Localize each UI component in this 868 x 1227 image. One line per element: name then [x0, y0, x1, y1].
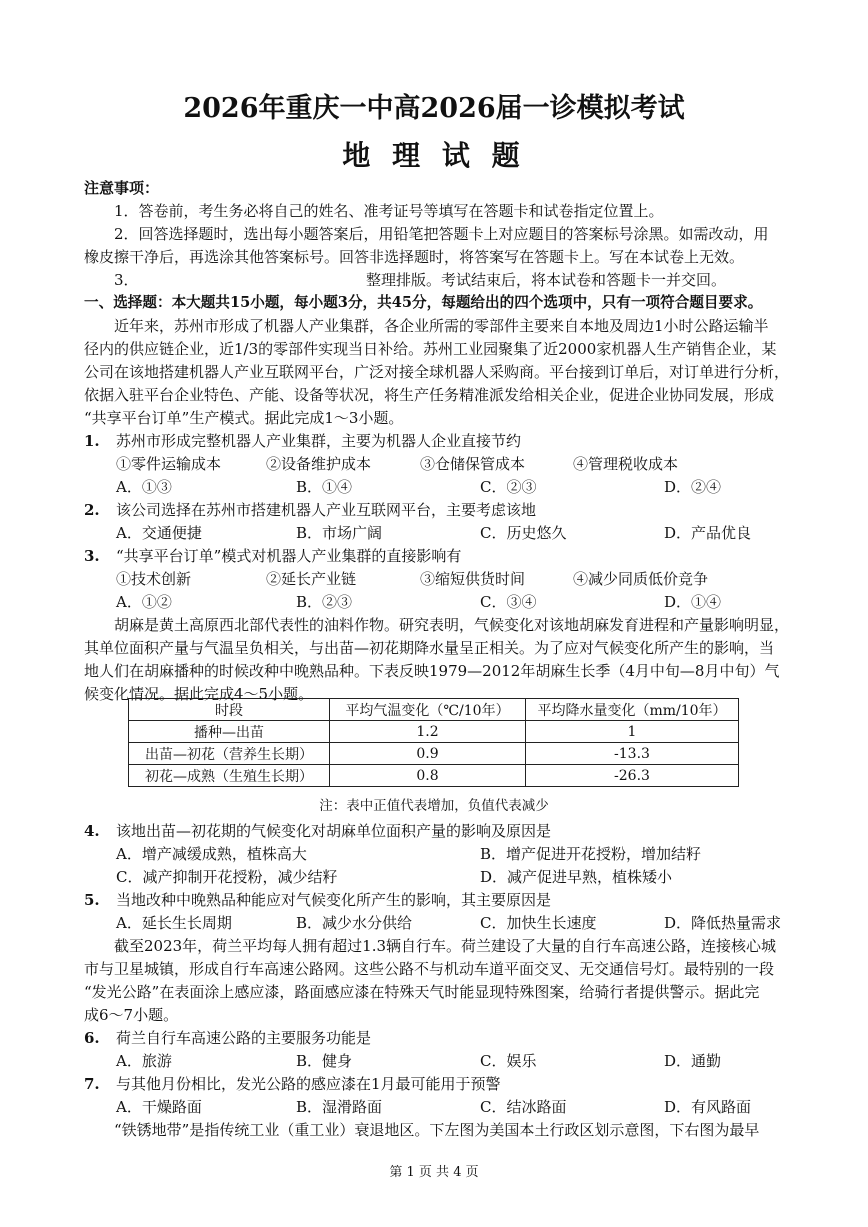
q6-option-a: A．旅游 — [116, 1052, 172, 1070]
q6-number: 6. — [84, 1029, 100, 1047]
q4-number: 4. — [84, 822, 100, 840]
passage1-line: “共享平台订单”生产模式。据此完成1～3小题。 — [84, 409, 404, 427]
q1-item: ①零件运输成本 — [116, 455, 222, 473]
passage2-line: 地人们在胡麻播种的时候改种中晚熟品种。下表反映1979—2012年胡麻生长季（4月中旬—8月中旬）气 — [84, 662, 780, 680]
climate-table — [128, 698, 739, 787]
table-header: 平均气温变化（℃/10年） — [330, 699, 526, 721]
q4-option-b: B．增产促进开花授粉，增加结籽 — [480, 845, 702, 863]
table-header: 时段 — [129, 699, 330, 721]
table-cell: 出苗—初花（营养生长期） — [129, 743, 330, 765]
table-cell: 0.8 — [330, 765, 526, 787]
q2-number: 2. — [84, 501, 100, 519]
q5-stem: 当地改种中晚熟品种能应对气候变化所产生的影响，其主要原因是 — [116, 891, 552, 909]
table-row — [129, 743, 739, 765]
q5-option-b: B．减少水分供给 — [296, 914, 413, 932]
passage3-line: 市与卫星城镇，形成自行车高速公路网。这些公路不与机动车道平面交叉、无交通信号灯。最特别的一段 — [84, 960, 775, 978]
q2-option-a: A．交通便捷 — [116, 524, 202, 542]
notice-item-2-cont: 橡皮擦干净后，再选涂其他答案标号。回答非选择题时，将答案写在答题卡上。写在本试卷上无效。 — [84, 248, 745, 266]
notice-item-1: 1．答卷前，考生务必将自己的姓名、准考证号等填写在答题卡和试卷指定位置上。 — [114, 202, 664, 220]
q4-option-d: D．减产促进早熟，植株矮小 — [480, 868, 673, 886]
q1-stem: 苏州市形成完整机器人产业集群，主要为机器人企业直接节约 — [116, 432, 522, 450]
exam-subtitle: 地 理 试 题 — [342, 139, 526, 172]
q6-option-b: B．健身 — [296, 1052, 353, 1070]
q3-option-b: B．②③ — [296, 593, 353, 611]
q3-item: ②延长产业链 — [266, 570, 357, 588]
section-heading: 一、选择题：本大题共15小题，每小题3分，共45分，每题给出的四个选项中，只有一项符合题目要求。 — [84, 294, 763, 311]
q4-stem: 该地出苗—初花期的气候变化对胡麻单位面积产量的影响及原因是 — [116, 822, 552, 840]
table-cell: 0.9 — [330, 743, 526, 765]
passage1-line: 近年来，苏州市形成了机器人产业集群，各企业所需的零部件主要来自本地及周边1小时公路运输半 — [114, 317, 769, 335]
q6-option-c: C．娱乐 — [480, 1052, 537, 1070]
q3-item: ③缩短供货时间 — [420, 570, 526, 588]
q1-option-d: D．②④ — [664, 478, 722, 496]
q5-option-a: A．延长生长周期 — [116, 914, 232, 932]
q5-number: 5. — [84, 891, 100, 909]
table-cell: -13.3 — [526, 743, 739, 765]
q1-option-c: C．②③ — [480, 478, 537, 496]
q3-option-c: C．③④ — [480, 593, 537, 611]
passage1-line: 径内的供应链企业，近1/3的零部件实现当日补给。苏州工业园聚集了近2000家机器人生产销售企业，某 — [84, 340, 777, 358]
q6-stem: 荷兰自行车高速公路的主要服务功能是 — [116, 1029, 372, 1047]
table-note: 注：表中正值代表增加，负值代表减少 — [319, 798, 549, 814]
q1-option-b: B．①④ — [296, 478, 353, 496]
q5-option-d: D．降低热量需求 — [664, 914, 782, 932]
q7-number: 7. — [84, 1075, 100, 1093]
table-cell: 1.2 — [330, 721, 526, 743]
q7-option-a: A．干燥路面 — [116, 1098, 202, 1116]
q1-option-a: A．①③ — [116, 478, 172, 496]
passage3-line: 成6～7小题。 — [84, 1006, 179, 1024]
passage1-line: 公司在该地搭建机器人产业互联网平台，广泛对接全球机器人采购商。平台接到订单后，对订单进行分析， — [84, 363, 790, 381]
exam-title: 2026年重庆一中高2026届一诊模拟考试 — [183, 93, 685, 124]
notice-item-2: 2．回答选择题时，选出每小题答案后，用铅笔把答题卡上对应题目的答案标号涂黑。如需改动，用 — [114, 225, 769, 243]
notice-item-3-num: 3． — [114, 271, 139, 289]
q2-option-c: C．历史悠久 — [480, 524, 567, 542]
q7-stem: 与其他月份相比，发光公路的感应漆在1月最可能用于预警 — [116, 1075, 501, 1093]
passage1-line: 依据入驻平台企业特色、产能、设备等状况，将生产任务精准派发给相关企业，促进企业协同发展，形成 — [84, 386, 775, 404]
table-cell: 播种—出苗 — [129, 721, 330, 743]
notice-item-3-text: 整理排版。考试结束后，将本试卷和答题卡一并交回。 — [366, 271, 727, 289]
notice-heading: 注意事项： — [84, 179, 160, 197]
passage3-line: “发光公路”在表面涂上感应漆，路面感应漆在特殊天气时能显现特殊图案，给骑行者提供警示。据此完 — [84, 983, 760, 1001]
q3-stem: “共享平台订单”模式对机器人产业集群的直接影响有 — [116, 547, 462, 565]
q3-option-a: A．①② — [116, 593, 172, 611]
table-row — [129, 721, 739, 743]
q3-item: ④减少同质低价竞争 — [573, 570, 709, 588]
q7-option-c: C．结冰路面 — [480, 1098, 567, 1116]
q6-option-d: D．通勤 — [664, 1052, 722, 1070]
q3-item: ①技术创新 — [116, 570, 192, 588]
table-cell: 初花—成熟（生殖生长期） — [129, 765, 330, 787]
q4-option-c: C．减产抑制开花授粉，减少结籽 — [116, 868, 338, 886]
q3-option-d: D．①④ — [664, 593, 722, 611]
passage4-line: “铁锈地带”是指传统工业（重工业）衰退地区。下左图为美国本土行政区划示意图，下右图为最早 — [114, 1121, 760, 1139]
q2-option-b: B．市场广阔 — [296, 524, 383, 542]
table-row — [129, 765, 739, 787]
q3-number: 3. — [84, 547, 100, 565]
q1-item: ②设备维护成本 — [266, 455, 372, 473]
q2-stem: 该公司选择在苏州市搭建机器人产业互联网平台，主要考虑该地 — [116, 501, 537, 519]
q1-item: ③仓储保管成本 — [420, 455, 526, 473]
q7-option-b: B．湿滑路面 — [296, 1098, 383, 1116]
q2-option-d: D．产品优良 — [664, 524, 752, 542]
q1-item: ④管理税收成本 — [573, 455, 679, 473]
table-cell: -26.3 — [526, 765, 739, 787]
table-header: 平均降水量变化（mm/10年） — [526, 699, 739, 721]
passage2-line: 胡麻是黄土高原西北部代表性的油料作物。研究表明，气候变化对该地胡麻发育进程和产量影响明显， — [114, 616, 790, 634]
passage2-line: 候变化情况。据此完成4～5小题。 — [84, 685, 314, 703]
q5-option-c: C．加快生长速度 — [480, 914, 597, 932]
page-footer: 第 1 页 共 4 页 — [389, 1165, 479, 1180]
q7-option-d: D．有风路面 — [664, 1098, 752, 1116]
passage3-line: 截至2023年，荷兰平均每人拥有超过1.3辆自行车。荷兰建设了大量的自行车高速公路，连接核心城 — [114, 937, 777, 955]
q4-option-a: A．增产减缓成熟，植株高大 — [116, 845, 307, 863]
q1-number: 1. — [84, 432, 100, 450]
table-header-row — [129, 699, 739, 721]
table-cell: 1 — [526, 721, 739, 743]
passage2-line: 其单位面积产量与气温呈负相关，与出苗—初花期降水量呈正相关。为了应对气候变化所产生的影响，当 — [84, 639, 775, 657]
